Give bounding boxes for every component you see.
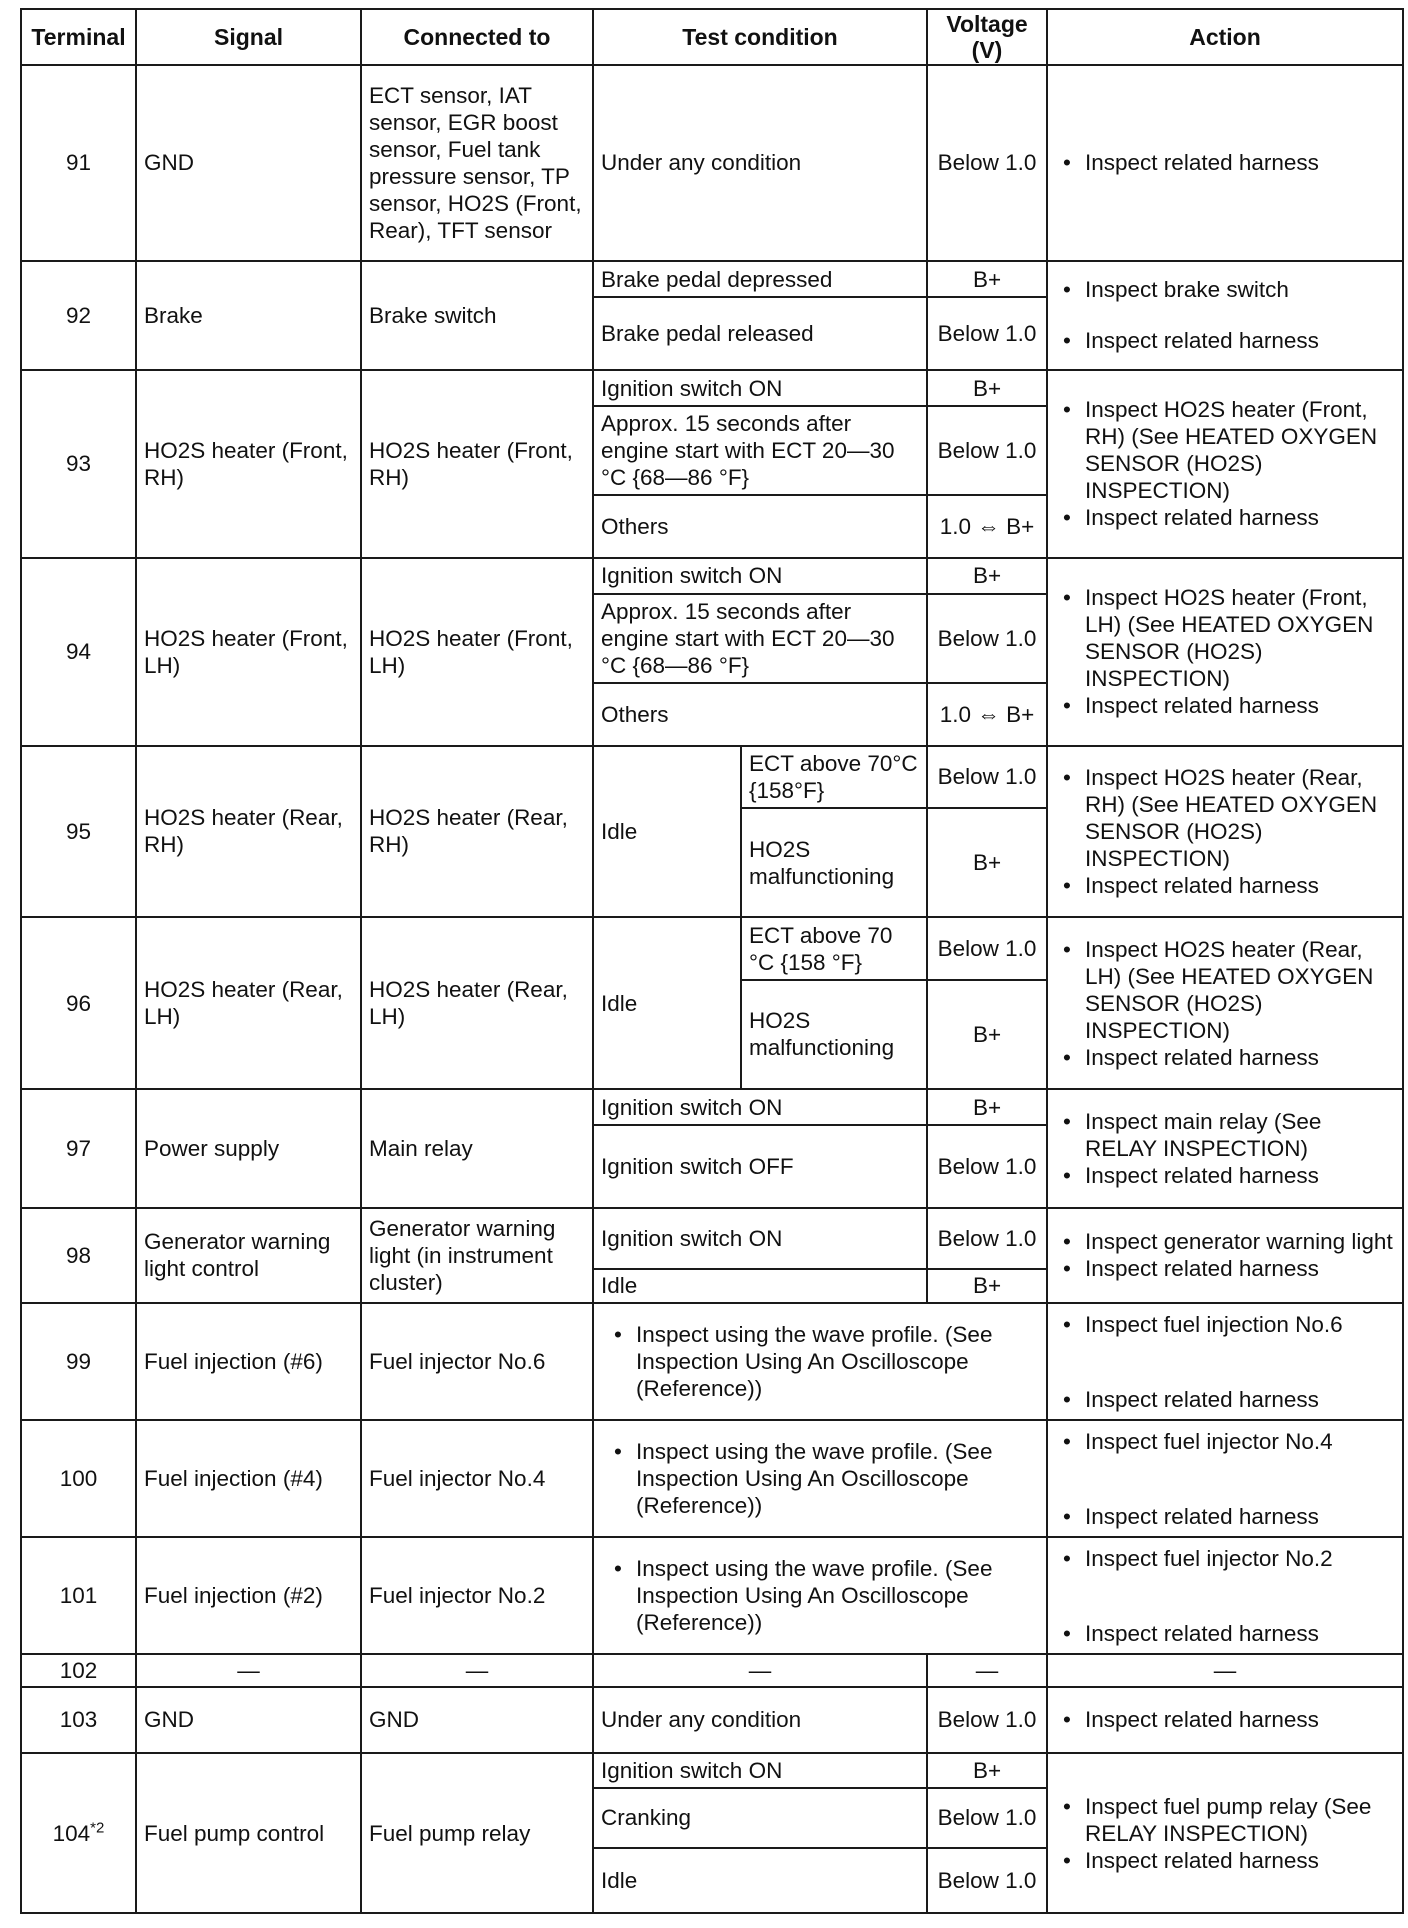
action-item: • Inspect related harness (1055, 1620, 1395, 1647)
connected-to-cell: Fuel injector No.2 (361, 1537, 593, 1654)
action-cell (1047, 558, 1403, 746)
test-condition-cell (593, 1420, 1047, 1537)
action-item: • Inspect HO2S heater (Front, RH) (See HEATED OXYGEN SENSOR (HO2S) INSPECTION) (1055, 396, 1395, 504)
signal-cell: GND (136, 65, 361, 261)
terminal-cell: 92 (21, 261, 136, 370)
header-signal: Signal (136, 9, 361, 65)
connected-to-cell: Fuel injector No.4 (361, 1420, 593, 1537)
voltage-cell: Below 1.0 (927, 1687, 1047, 1754)
terminal-cell: 94 (21, 558, 136, 746)
signal-cell: — (136, 1654, 361, 1686)
test-condition-cell: Approx. 15 seconds after engine start with ECT 20—30 °C {68—86 °F} (593, 594, 927, 683)
voltage-cell: Below 1.0 (927, 746, 1047, 809)
connected-to-cell: HO2S heater (Rear, RH) (361, 746, 593, 918)
table-row (21, 1303, 1403, 1420)
voltage-cell: Below 1.0 (927, 65, 1047, 261)
connected-to-cell: Fuel injector No.6 (361, 1303, 593, 1420)
connected-to-cell: Brake switch (361, 261, 593, 370)
action-item: • Inspect HO2S heater (Rear, RH) (See HEATED OXYGEN SENSOR (HO2S) INSPECTION) (1055, 764, 1395, 872)
voltage-cell: Below 1.0 (927, 406, 1047, 495)
action-item: • Inspect related harness (1055, 1386, 1395, 1413)
table-row (21, 558, 1403, 594)
terminal-cell: 97 (21, 1089, 136, 1208)
signal-cell: Brake (136, 261, 361, 370)
voltage-cell: 1.0 ⇔ B+ (927, 683, 1047, 746)
voltage-cell: B+ (927, 1269, 1047, 1303)
terminal-cell: 101 (21, 1537, 136, 1654)
action-item: • Inspect fuel pump relay (See RELAY INSPECTION) (1055, 1793, 1395, 1847)
action-cell (1047, 261, 1403, 370)
action-item: • Inspect main relay (See RELAY INSPECTION) (1055, 1108, 1395, 1162)
table-row (21, 1208, 1403, 1269)
signal-cell: Fuel injection (#2) (136, 1537, 361, 1654)
connected-to-cell: ECT sensor, IAT sensor, EGR boost sensor, Fuel tank pressure sensor, TP sensor, HO2S (Front, Rear), TFT sensor (361, 65, 593, 261)
action-item: • Inspect fuel injector No.4 (1055, 1428, 1395, 1455)
test-subcondition-cell: ECT above 70 °C {158 °F} (741, 917, 927, 980)
terminal-cell: 95 (21, 746, 136, 918)
signal-cell: Fuel injection (#6) (136, 1303, 361, 1420)
test-condition-cell: Ignition switch OFF (593, 1125, 927, 1208)
test-condition-cell (593, 1303, 1047, 1420)
action-cell (1047, 370, 1403, 558)
signal-cell: Generator warning light control (136, 1208, 361, 1303)
table-row (21, 370, 1403, 406)
table-row (21, 1687, 1403, 1754)
action-item: • Inspect related harness (1055, 1044, 1395, 1071)
action-cell (1047, 1687, 1403, 1754)
action-item: • Inspect brake switch (1055, 276, 1395, 303)
action-item: • Inspect related harness (1055, 1162, 1395, 1189)
action-cell (1047, 1303, 1403, 1420)
test-condition-cell: Cranking (593, 1788, 927, 1849)
action-item: • Inspect HO2S heater (Front, LH) (See HEATED OXYGEN SENSOR (HO2S) INSPECTION) (1055, 584, 1395, 692)
terminal-cell: 103 (21, 1687, 136, 1754)
voltage-cell: B+ (927, 980, 1047, 1089)
connected-to-cell: HO2S heater (Front, LH) (361, 558, 593, 746)
test-condition-cell: Idle (593, 1848, 927, 1913)
terminal-cell: 91 (21, 65, 136, 261)
test-condition-cell: Ignition switch ON (593, 1208, 927, 1269)
action-item: • Inspect HO2S heater (Rear, LH) (See HEATED OXYGEN SENSOR (HO2S) INSPECTION) (1055, 936, 1395, 1044)
terminal-cell: 93 (21, 370, 136, 558)
action-item: • Inspect related harness (1055, 872, 1395, 899)
terminal-cell: 102 (21, 1654, 136, 1686)
action-cell (1047, 1420, 1403, 1537)
connected-to-cell: GND (361, 1687, 593, 1754)
test-condition-cell: Idle (593, 1269, 927, 1303)
wave-profile-note: • Inspect using the wave profile. (See Inspection Using An Oscilloscope (Reference)) (606, 1321, 1039, 1402)
signal-cell: Fuel pump control (136, 1753, 361, 1913)
table-row (21, 1753, 1403, 1787)
test-condition-cell: Under any condition (593, 65, 927, 261)
action-item: • Inspect related harness (1055, 149, 1395, 176)
signal-cell: HO2S heater (Front, LH) (136, 558, 361, 746)
terminal-number: 104 (52, 1820, 91, 1846)
action-item: • Inspect related harness (1055, 504, 1395, 531)
header-voltage: Voltage (V) (927, 9, 1047, 65)
terminal-cell: 96 (21, 917, 136, 1089)
voltage-cell: B+ (927, 1753, 1047, 1787)
terminal-cell: 100 (21, 1420, 136, 1537)
test-condition-cell: Ignition switch ON (593, 1753, 927, 1787)
voltage-cell: B+ (927, 261, 1047, 297)
voltage-cell: B+ (927, 370, 1047, 406)
header-connected-to: Connected to (361, 9, 593, 65)
test-condition-cell: Others (593, 495, 927, 558)
action-cell (1047, 1208, 1403, 1303)
test-condition-cell: Brake pedal depressed (593, 261, 927, 297)
voltage-cell: Below 1.0 (927, 1208, 1047, 1269)
table-row (21, 261, 1403, 297)
voltage-cell: Below 1.0 (927, 1848, 1047, 1913)
voltage-cell: B+ (927, 808, 1047, 917)
action-cell (1047, 1753, 1403, 1913)
connected-to-cell: HO2S heater (Front, RH) (361, 370, 593, 558)
action-item: • Inspect related harness (1055, 327, 1395, 354)
voltage-cell: B+ (927, 558, 1047, 594)
signal-cell: HO2S heater (Rear, LH) (136, 917, 361, 1089)
table-row (21, 65, 1403, 261)
test-subcondition-cell: HO2S malfunctioning (741, 808, 927, 917)
action-item: • Inspect generator warning light (1055, 1228, 1395, 1255)
wave-profile-note: • Inspect using the wave profile. (See Inspection Using An Oscilloscope (Reference)) (606, 1438, 1039, 1519)
action-cell (1047, 917, 1403, 1089)
voltage-cell: Below 1.0 (927, 1125, 1047, 1208)
test-subcondition-cell: HO2S malfunctioning (741, 980, 927, 1089)
voltage-cell: Below 1.0 (927, 1788, 1047, 1849)
table-row (21, 1537, 1403, 1654)
connected-to-cell: Main relay (361, 1089, 593, 1208)
test-condition-cell: Ignition switch ON (593, 1089, 927, 1125)
voltage-cell: B+ (927, 1089, 1047, 1125)
terminal-cell: 99 (21, 1303, 136, 1420)
header-row (21, 9, 1403, 65)
action-item: • Inspect fuel injection No.6 (1055, 1311, 1395, 1338)
action-cell: — (1047, 1654, 1403, 1686)
action-cell (1047, 746, 1403, 918)
connected-to-cell: Fuel pump relay (361, 1753, 593, 1913)
test-condition-cell: Ignition switch ON (593, 558, 927, 594)
test-condition-cell: Under any condition (593, 1687, 927, 1754)
action-item: • Inspect related harness (1055, 1847, 1395, 1874)
voltage-cell: Below 1.0 (927, 917, 1047, 980)
signal-cell: HO2S heater (Front, RH) (136, 370, 361, 558)
connected-to-cell: — (361, 1654, 593, 1686)
table-row (21, 1089, 1403, 1125)
terminal-cell (21, 1753, 136, 1913)
test-condition-cell (593, 1537, 1047, 1654)
test-condition-cell: Others (593, 683, 927, 746)
test-condition-cell: Idle (593, 917, 741, 1089)
header-terminal: Terminal (21, 9, 136, 65)
terminal-cell: 98 (21, 1208, 136, 1303)
connected-to-cell: Generator warning light (in instrument cluster) (361, 1208, 593, 1303)
header-action: Action (1047, 9, 1403, 65)
test-condition-cell: Ignition switch ON (593, 370, 927, 406)
test-condition-cell: Brake pedal released (593, 297, 927, 370)
connected-to-cell: HO2S heater (Rear, LH) (361, 917, 593, 1089)
test-condition-cell: Idle (593, 746, 741, 918)
terminal-voltage-table (20, 8, 1404, 1914)
voltage-cell: — (927, 1654, 1047, 1686)
terminal-footnote-mark: *2 (90, 1819, 105, 1837)
signal-cell: Power supply (136, 1089, 361, 1208)
action-item: • Inspect related harness (1055, 1255, 1395, 1282)
test-condition-cell: — (593, 1654, 927, 1686)
action-cell (1047, 1537, 1403, 1654)
action-cell (1047, 65, 1403, 261)
signal-cell: GND (136, 1687, 361, 1754)
table-row (21, 1654, 1403, 1686)
test-subcondition-cell: ECT above 70°C {158°F} (741, 746, 927, 809)
test-condition-cell: Approx. 15 seconds after engine start with ECT 20—30 °C {68—86 °F} (593, 406, 927, 495)
signal-cell: Fuel injection (#4) (136, 1420, 361, 1537)
voltage-cell: Below 1.0 (927, 594, 1047, 683)
action-item: • Inspect related harness (1055, 1706, 1395, 1733)
action-item: • Inspect related harness (1055, 692, 1395, 719)
voltage-cell: 1.0 ⇔ B+ (927, 495, 1047, 558)
table-row (21, 746, 1403, 809)
action-cell (1047, 1089, 1403, 1208)
signal-cell: HO2S heater (Rear, RH) (136, 746, 361, 918)
header-test-condition: Test condition (593, 9, 927, 65)
voltage-cell: Below 1.0 (927, 297, 1047, 370)
action-item: • Inspect related harness (1055, 1503, 1395, 1530)
action-item: • Inspect fuel injector No.2 (1055, 1545, 1395, 1572)
table-row (21, 917, 1403, 980)
table-row (21, 1420, 1403, 1537)
wave-profile-note: • Inspect using the wave profile. (See Inspection Using An Oscilloscope (Reference)) (606, 1555, 1039, 1636)
